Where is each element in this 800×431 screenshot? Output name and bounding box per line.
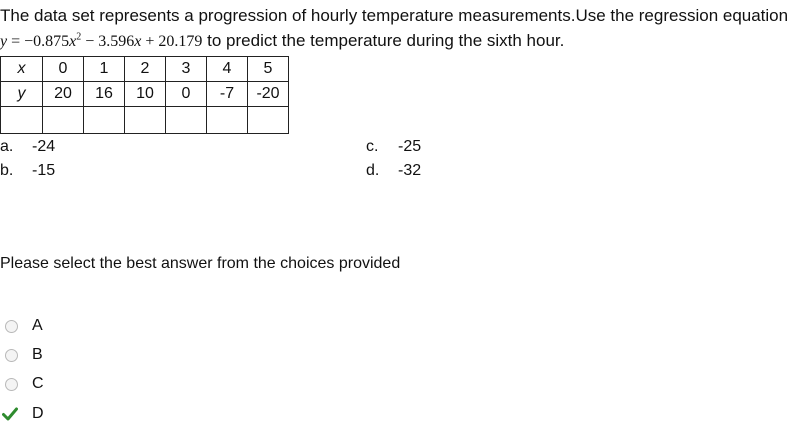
choice-letter: b. bbox=[0, 162, 14, 179]
table-row-empty bbox=[1, 107, 289, 134]
radio-button[interactable] bbox=[5, 320, 18, 333]
table-cell-empty bbox=[207, 107, 248, 134]
table-cell: -7 bbox=[207, 82, 248, 107]
choice-letter: c. bbox=[366, 138, 379, 155]
choice-letter: d. bbox=[366, 162, 380, 179]
option-a[interactable] bbox=[5, 316, 43, 336]
instruction-prompt: Please select the best answer from the choices provided bbox=[0, 255, 401, 272]
radio-button[interactable] bbox=[5, 378, 18, 391]
table-cell: 4 bbox=[207, 57, 248, 82]
table-header-y: y bbox=[1, 82, 43, 107]
choice-d bbox=[366, 162, 421, 180]
choice-value: -24 bbox=[32, 138, 56, 155]
table-cell: -20 bbox=[248, 82, 289, 107]
choice-a bbox=[0, 138, 55, 156]
choice-value: -25 bbox=[398, 138, 422, 155]
option-label: D bbox=[32, 405, 44, 422]
table-cell-empty bbox=[166, 107, 207, 134]
choice-letter: a. bbox=[0, 138, 14, 155]
question-text-rest: to predict the temperature during the sixth hour. bbox=[202, 31, 565, 50]
table-header-x: x bbox=[1, 57, 43, 82]
choice-b bbox=[0, 162, 55, 180]
data-table bbox=[0, 56, 289, 134]
table-cell-empty bbox=[43, 107, 84, 134]
table-cell: 0 bbox=[166, 82, 207, 107]
table-cell-empty bbox=[1, 107, 43, 134]
option-d[interactable] bbox=[2, 404, 44, 424]
table-cell-empty bbox=[248, 107, 289, 134]
table-row-y bbox=[1, 82, 289, 107]
question-text-line1: The data set represents a progression of hourly temperature measurements.Use the regression equation bbox=[0, 6, 789, 25]
table-cell-empty bbox=[125, 107, 166, 134]
table-cell: 1 bbox=[84, 57, 125, 82]
regression-equation: $y = -0.875x^2 - 3.596x + 20.179$ bbox=[0, 31, 203, 50]
choice-value: -15 bbox=[32, 162, 56, 179]
option-b[interactable] bbox=[5, 345, 43, 365]
table-cell: 3 bbox=[166, 57, 207, 82]
choice-c bbox=[366, 138, 421, 156]
table-cell: 16 bbox=[84, 82, 125, 107]
table-cell: 2 bbox=[125, 57, 166, 82]
question-text-line2 bbox=[0, 31, 564, 51]
table-cell-empty bbox=[84, 107, 125, 134]
checkmark-icon bbox=[2, 406, 18, 422]
option-c[interactable] bbox=[5, 374, 44, 394]
option-label: C bbox=[32, 375, 44, 392]
table-cell: 20 bbox=[43, 82, 84, 107]
option-label: B bbox=[32, 346, 43, 363]
radio-button[interactable] bbox=[5, 349, 18, 362]
table-row-x bbox=[1, 57, 289, 82]
choice-value: -32 bbox=[398, 162, 422, 179]
table-cell: 5 bbox=[248, 57, 289, 82]
table-cell: 0 bbox=[43, 57, 84, 82]
option-label: A bbox=[32, 317, 43, 334]
table-cell: 10 bbox=[125, 82, 166, 107]
